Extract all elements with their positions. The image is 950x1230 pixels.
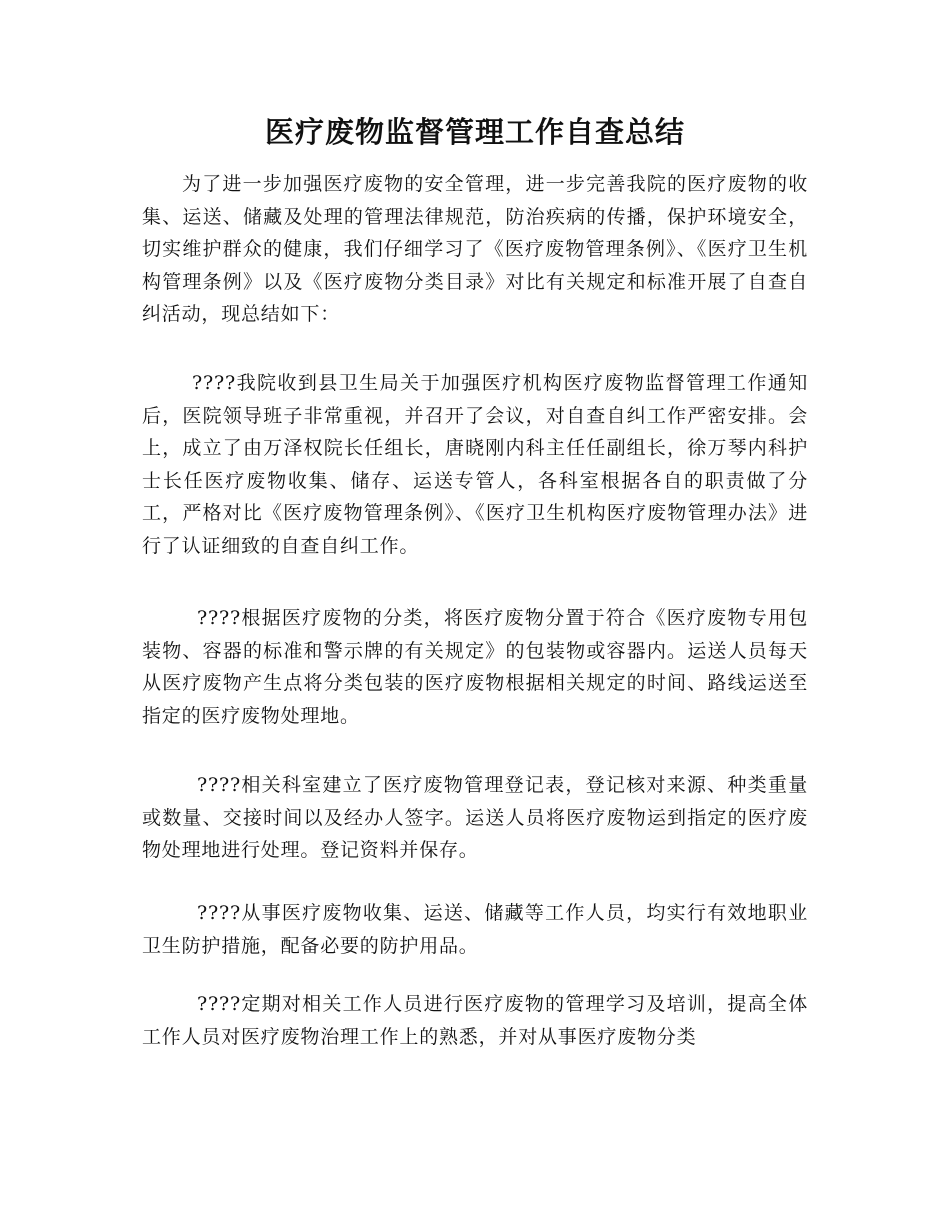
paragraph-intro: 为了进一步加强医疗废物的安全管理，进一步完善我院的医疗废物的收集、运送、储藏及处理的管理法律规范，防治疾病的传播，保护环境安全，切实维护群众的健康，我们仔细学习了《医疗废物管理条例》、《医疗卫生机构管理条例》以及《医疗废物分类目录》对比有关规定和标准开展了自查自纠活动，现总结如下： (142, 173, 808, 326)
paragraph-registration: ????相关科室建立了医疗废物管理登记表，登记核对来源、种类重量或数量、交接时间以及经办人签字。运送人员将医疗废物运到指定的医疗废物处理地进行处理。登记资料并保存。 (142, 774, 808, 862)
paragraph-training: ????定期对相关工作人员进行医疗废物的管理学习及培训，提高全体工作人员对医疗废物治理工作上的熟悉，并对从事医疗废物分类 (142, 993, 808, 1048)
paragraph-organization: ????我院收到县卫生局关于加强医疗机构医疗废物监督管理工作通知后，医院领导班子非常重视，并召开了会议，对自查自纠工作严密安排。会上，成立了由万泽权院长任组长，唐晓刚内科主任任副组长，徐万琴内科护士长任医疗废物收集、储存、运送专管人，各科室根据各自的职责做了分工，严格对比《医疗废物管理条例》、《医疗卫生机构医疗废物管理办法》进行了认证细致的自查自纠工作。 (142, 372, 808, 557)
paragraph-classification: ????根据医疗废物的分类，将医疗废物分置于符合《医疗废物专用包装物、容器的标准和警示牌的有关规定》的包装物或容器内。运送人员每天从医疗废物产生点将分类包装的医疗废物根据相关规定的时间、路线运送至指定的医疗废物处理地。 (142, 607, 808, 727)
paragraph-protection: ????从事医疗废物收集、运送、储藏等工作人员，均实行有效地职业卫生防护措施，配备必要的防护用品。 (142, 902, 808, 957)
document-title: 医疗废物监督管理工作自查总结 (264, 115, 685, 149)
